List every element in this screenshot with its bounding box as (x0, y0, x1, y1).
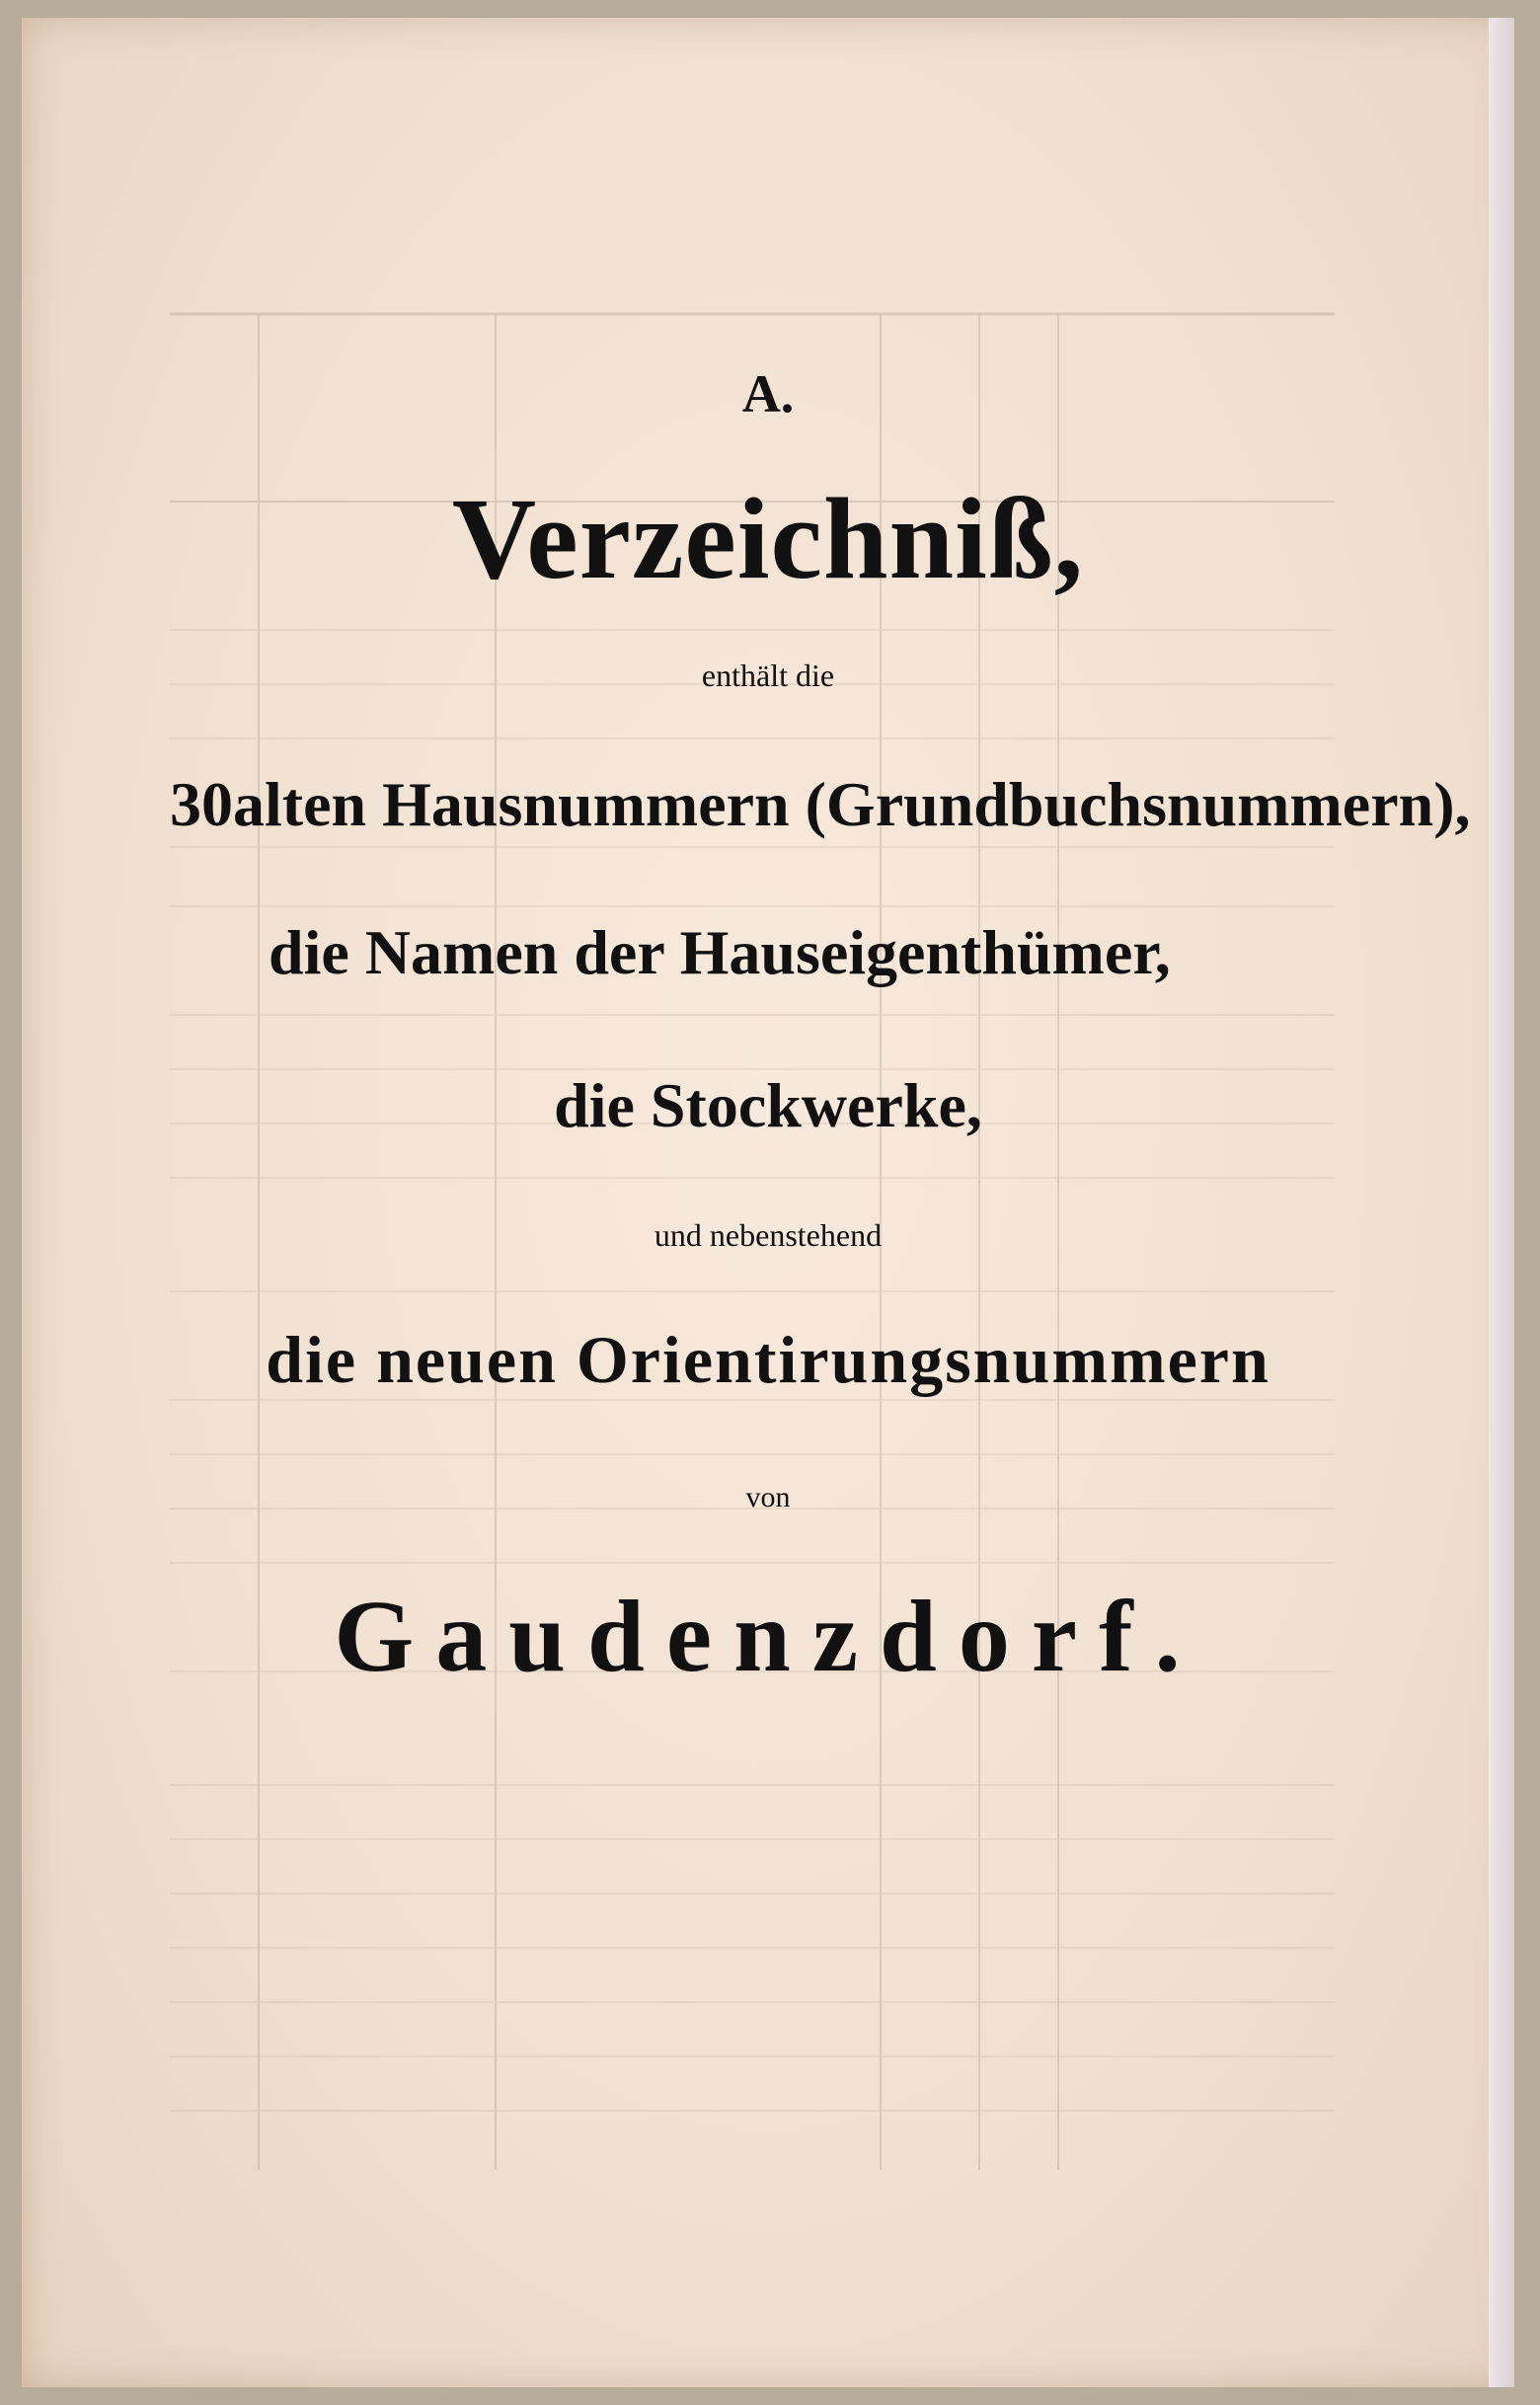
section-letter: A. (741, 364, 795, 424)
page-edge (1489, 18, 1514, 2387)
document-title: Verzeichniß, (451, 474, 1085, 603)
place-name: Gaudenzdorf. (334, 1580, 1202, 1693)
and-alongside-line: und nebenstehend (654, 1217, 883, 1253)
owner-names-line (269, 916, 1171, 989)
old-numbers-text: alten Hausnummern (Grundbuchsnummern), (233, 769, 1471, 839)
contains-line: enthält die (701, 658, 835, 693)
floors-line: die Stockwerke, (554, 1070, 982, 1140)
old-house-numbers-line (170, 768, 1471, 841)
new-orientation-numbers-line: die neuen Orientirungsnummern (266, 1322, 1270, 1397)
of-line: von (745, 1481, 791, 1513)
old-numbers-prefix: 30 (170, 769, 233, 839)
document-page (22, 18, 1514, 2387)
owner-names-text: die Namen der Hauseigenthümer, (269, 917, 1171, 987)
